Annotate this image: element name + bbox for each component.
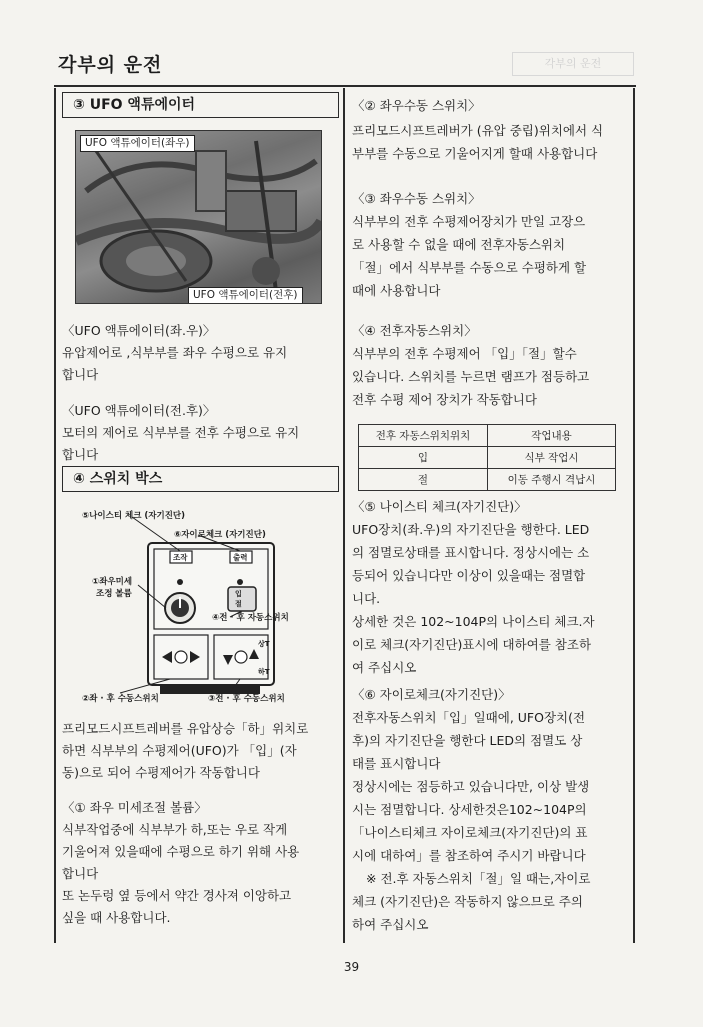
ufo-fb-heading: 〈UFO 액튜에이터(전.후)〉 (62, 403, 216, 418)
right-r5-note-line2: 체크 (자기진단)은 작동하지 않으므로 주의 (352, 894, 583, 909)
right-r2-line3: 「절」에서 식부부를 수동으로 수평하게 할 (352, 260, 587, 275)
table-header-row (359, 425, 616, 447)
button-label-output: 출력 (233, 553, 248, 562)
ufo-fb-text-2: 합니다 (62, 447, 99, 462)
ghost-tab: 각부의 운전 (512, 52, 634, 76)
fb-auto-heading: 〈④ 전후자동스위치〉 (352, 323, 477, 338)
right-r5-note-line1: ※ 전.후 자동스위치「절」일 때는,자이로 (366, 871, 591, 886)
left-para3-line3: 동)으로 되어 수평제어가 작동합니다 (62, 765, 260, 780)
right-r2-line2: 로 사용할 수 없을 때에 전후자동스위치 (352, 237, 566, 252)
left-para4-line2: 기울어져 있을때에 수평으로 하기 위해 사용 (62, 844, 300, 859)
left-para4-line4: 또 논두렁 옆 등에서 약간 경사져 이앙하고 (62, 888, 292, 903)
ufo-lr-text-1: 유압제어로 ,식부부를 좌우 수평으로 유지 (62, 345, 288, 360)
label-niceti-check: ⑤나이스티 체크 (자기진단) (82, 511, 185, 521)
left-para4-line3: 합니다 (62, 866, 99, 881)
gyro-check-heading: 〈⑥ 자이로체크(자기진단)〉 (352, 687, 511, 702)
mark-up: 상T (258, 640, 270, 648)
label-fb-manual-switch: ③전 · 후 수동스위치 (208, 694, 285, 704)
photo-label-left-right: UFO 액튜에이터(좌우) (80, 135, 195, 152)
right-r1-line2: 부부를 수동으로 기울어지게 할때 사용합니다 (352, 146, 598, 161)
label-lr-manual-switch: ②좌 · 후 수동스위치 (82, 694, 159, 704)
section-4-title: ④ 스위치 박스 (62, 466, 339, 492)
lr-manual-heading: 〈② 좌우수동 스위치〉 (352, 98, 481, 113)
fine-volume-heading: 〈① 좌우 미세조절 볼륨〉 (62, 800, 207, 815)
ufo-lr-text-2: 합니다 (62, 367, 99, 382)
table-header-position: 전후 자동스위치위치 (359, 425, 488, 447)
switch-box-diagram (80, 505, 335, 705)
mark-down: 하T (258, 668, 270, 676)
right-r5-line2: 후)의 자기진단을 행한다 LED의 점멸도 상 (352, 733, 583, 748)
right-r5-note-line3: 하여 주십시오 (352, 917, 429, 932)
right-r5-line5: 시는 점멸합니다. 상세한것은102~104P의 (352, 802, 587, 817)
label-fine-volume-1: ①좌우미세 (92, 577, 133, 587)
photo-label-front-back: UFO 액튜에이터(전후) (188, 287, 303, 304)
section-3-title: ③ UFO 액튜에이터 (62, 92, 339, 118)
right-r5-line1: 전후자동스위치「입」일때에, UFO장치(전 (352, 710, 586, 725)
right-r4-line4: 니다. (352, 591, 381, 606)
chapter-title: 각부의 운전 (58, 54, 163, 76)
table-row (359, 469, 616, 491)
table-header-work: 작업내용 (488, 425, 616, 447)
right-r4-line5: 상세한 것은 102~104P의 나이스티 체크.자 (352, 614, 595, 629)
switch-on-label: 입 (235, 590, 242, 598)
right-r5-line3: 태를 표시합니다 (352, 756, 441, 771)
left-para3-line2: 하면 식부부의 수평제어(UFO)가 「입」(자 (62, 743, 297, 758)
right-r2-line1: 식부부의 전후 수평제어장치가 만일 고장으 (352, 214, 586, 229)
page-number: 39 (343, 960, 360, 974)
table-row (359, 447, 616, 469)
table-cell-planting: 식부 작업시 (488, 447, 616, 469)
right-r3-line3: 전후 수평 제어 장치가 작동합니다 (352, 392, 537, 407)
right-r4-line2: 의 점멸로상태를 표시합니다. 정상시에는 소 (352, 545, 590, 560)
column-divider (343, 88, 345, 943)
photo-machinery (76, 131, 321, 303)
right-r4-line3: 등되어 있습니다만 이상이 있을때는 점멸합 (352, 568, 586, 583)
button-label-operate: 조작 (173, 553, 188, 562)
right-r4-line1: UFO장치(좌.우)의 자기진단을 행한다. LED (352, 522, 590, 537)
left-para3-line1: 프리모드시프트레버를 유압상승「하」위치로 (62, 721, 309, 736)
ufo-actuator-photo (75, 130, 322, 304)
lr-manual-heading-2: 〈③ 좌우수동 스위치〉 (352, 191, 481, 206)
right-r1-line1: 프리모드시프트레버가 (유압 중립)위치에서 식 (352, 123, 604, 138)
right-r5-line6: 「나이스티체크 자이로체크(자기진단)의 표 (352, 825, 588, 840)
table-cell-off: 절 (359, 469, 488, 491)
table-cell-on: 입 (359, 447, 488, 469)
right-r2-line4: 때에 사용합니다 (352, 283, 441, 298)
left-para4-line1: 식부작업중에 식부부가 하,또는 우로 작게 (62, 822, 288, 837)
right-r3-line2: 있습니다. 스위치를 누르면 램프가 점등하고 (352, 369, 590, 384)
right-r5-line7: 시에 대하여」를 참조하여 주시기 바랍니다 (352, 848, 586, 863)
right-r3-line1: 식부부의 전후 수평제어 「입」「절」할수 (352, 346, 577, 361)
header-rule (54, 85, 636, 87)
right-r4-line7: 여 주십시오 (352, 660, 417, 675)
table-cell-transport: 이동 주행시 격납시 (488, 469, 616, 491)
right-margin-rule (633, 88, 635, 943)
right-r4-line6: 이로 체크(자기진단)표시에 대하여를 참조하 (352, 637, 592, 652)
switch-off-label: 절 (235, 600, 242, 608)
auto-switch-table (358, 424, 616, 491)
label-auto-switch: ④전 · 후 자동스위치 (212, 613, 289, 623)
niceti-check-heading: 〈⑤ 나이스티 체크(자기진단)〉 (352, 499, 527, 514)
ufo-fb-text-1: 모터의 제어로 식부부를 전후 수평으로 유지 (62, 425, 300, 440)
left-margin-rule (54, 88, 56, 943)
label-fine-volume-2: 조정 볼륨 (96, 589, 132, 599)
right-r5-line4: 정상시에는 점등하고 있습니다만, 이상 발생 (352, 779, 590, 794)
ufo-lr-heading: 〈UFO 액튜에이터(좌.우)〉 (62, 323, 216, 338)
left-para4-line5: 싶을 때 사용합니다. (62, 910, 171, 925)
label-gyro-check: ⑥자이로체크 (자기진단) (174, 530, 266, 540)
